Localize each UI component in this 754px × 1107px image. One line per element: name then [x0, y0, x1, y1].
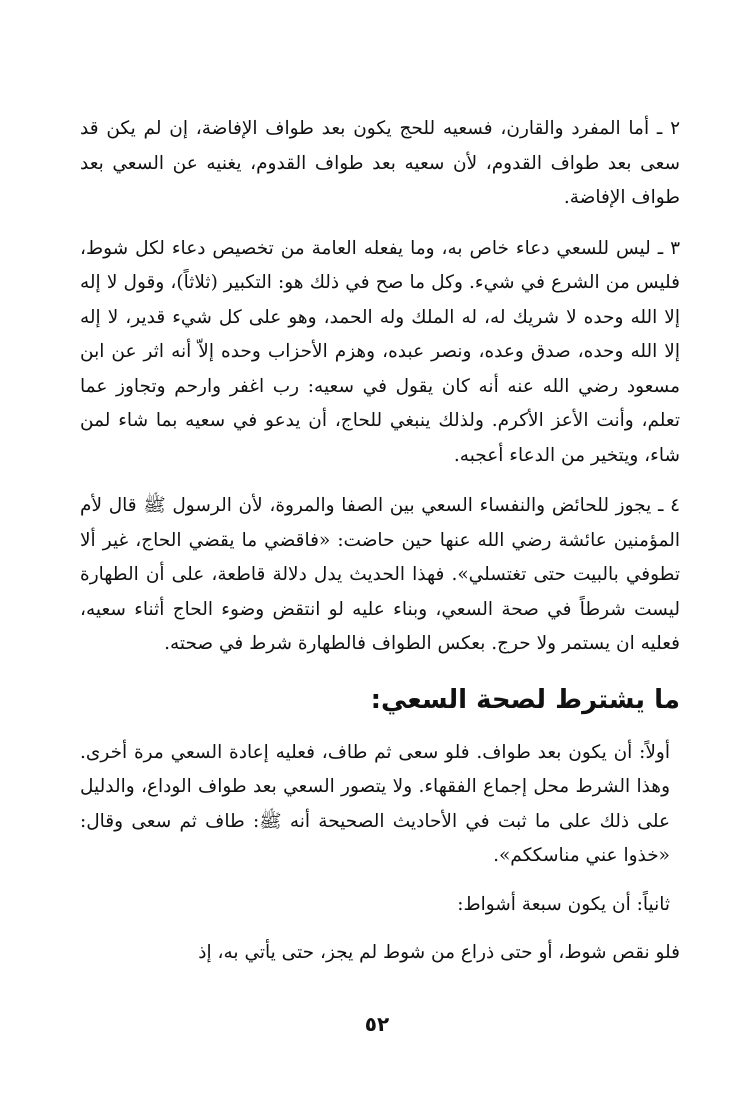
condition-second-body: فلو نقص شوط، أو حتى ذراع من شوط لم يجز، حتى يأتي به، إذ [198, 942, 680, 963]
paragraph-2: ٢ ـ أما المفرد والقارن، فسعيه للحج يكون بعد طواف الإفاضة، إن لم يكن قد سعى بعد طواف القدوم، لأن سعيه بعد طواف القدوم، يغنيه عن السعي بعد طواف الإفاضة. [80, 118, 680, 208]
condition-first: أولاً: أن يكون بعد طواف. فلو سعى ثم طاف، فعليه إعادة السعي مرة أخرى. وهذا الشرط محل إجماع الفقهاء. ولا يتصور السعي بعد طواف الوداع، والدليل على ذلك على ما ثبت في الأحاديث الصحيحة أنه ﷺ: طاف ثم سعى وقال: «خذوا عني مناسككم». [80, 741, 670, 866]
section-heading: ما يشترط لصحة السعي: [370, 684, 680, 715]
condition-second-title: ثانياً: أن يكون سبعة أشواط: [457, 893, 670, 915]
paragraph-4: ٤ ـ يجوز للحائض والنفساء السعي بين الصفا والمروة، لأن الرسول ﷺ قال لأم المؤمنين عائشة رضي الله عنها حين حاضت: «فاقضي ما يقضي الحاج، غير ألا تطوفي بالبيت حتى تغتسلي». فهذا الحديث يدل دلالة قاطعة، على أن الطهارة ليست شرطاً في صحة السعي، وبناء عليه لو انتقض وضوء الحاج أثناء سعيه، فعليه ان يستمر ولا حرج. بعكس الطواف فالطهارة شرط في صحته. [80, 495, 680, 654]
page-content [80, 112, 680, 971]
paragraph-3: ٣ ـ ليس للسعي دعاء خاص به، وما يفعله العامة من تخصيص دعاء لكل شوط، فليس من الشرع في شيء. وكل ما صح في ذلك هو: التكبير (ثلاثاً)، وقول لا إله إلا الله وحده لا شريك له، له الملك وله الحمد، وهو على كل شيء قدير، لا إله إلا الله وحده، صدق وعده، ونصر عبده، وهزم الأحزاب وحده إلاّ أنه اثر عن ابن مسعود رضي الله عنه أنه كان يقول في سعيه: رب اغفر وارحم وتجاوز عما تعلم، وأنت الأعز الأكرم. ولذلك ينبغي للحاج، أن يدعو في سعيه بما شاء لمن شاء، ويتخير من الدعاء أعجبه. [80, 237, 680, 466]
page-number: ٥٢ [364, 1012, 390, 1036]
